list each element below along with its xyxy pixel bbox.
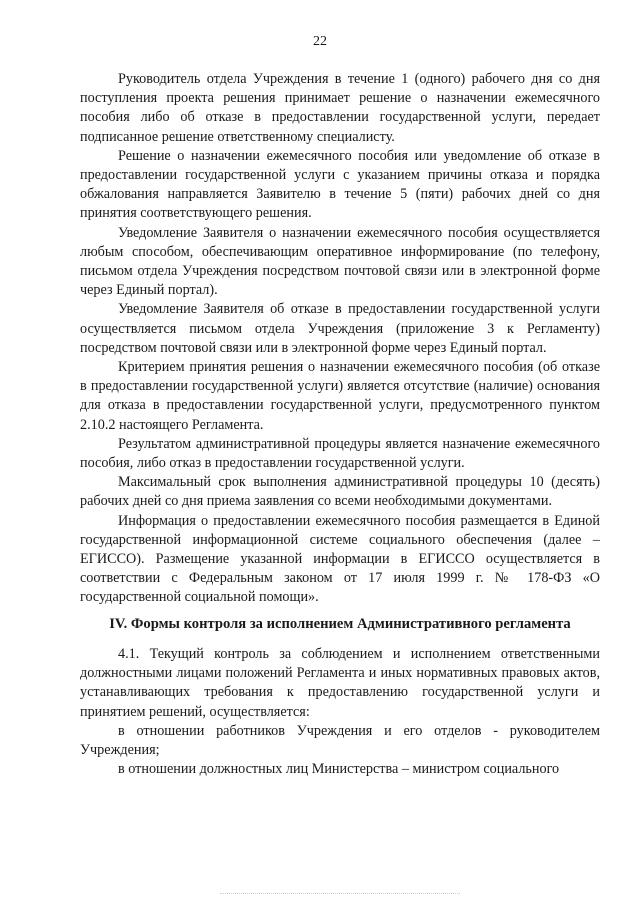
paragraph: Решение о назначении ежемесячного пособия или уведомление об отказе в предоставлении государственной услуги с указанием причины отказа и порядка обжалования направляется Заявителю в течение 5 (пяти) рабочих дней со дня принятия соответствующего решения. <box>80 147 600 222</box>
section-heading: IV. Формы контроля за исполнением Административного регламента <box>109 615 571 632</box>
paragraph: Уведомление Заявителя о назначении ежемесячного пособия осуществляется любым способом, обеспечивающим оперативное информирование (по телефону, письмом отдела Учреждения посредством почтовой связи или в электронной форме через Единый портал). <box>80 224 600 299</box>
paragraph: Информация о предоставлении ежемесячного пособия размещается в Единой государственной информационной системе социального обеспечения (далее – ЕГИССО). Размещение указанной информации в ЕГИССО осуществляется в соответствии с Федеральным законом от 17 июля 1999 г. № 178-ФЗ «О государственной социальной помощи». <box>80 512 600 606</box>
page-number: 22 <box>313 34 327 49</box>
paragraph: Уведомление Заявителя об отказе в предоставлении государственной услуги осуществляется письмом отдела Учреждения (приложение 3 к Регламенту) посредством почтовой связи или в электронной форме через Единый портал. <box>80 301 600 356</box>
paragraph: Руководитель отдела Учреждения в течение 1 (одного) рабочего дня со дня поступления проекта решения принимает решение о назначении ежемесячного пособия либо об отказе в предоставлении государственной услуги, передает подписанное решение ответственному специалисту. <box>80 71 600 145</box>
scan-artifact <box>220 893 460 897</box>
paragraph: 4.1. Текущий контроль за соблюдением и исполнением ответственными должностными лицами положений Регламента и иных нормативных правовых актов, устанавливающих требования к предоставлению государственной услуги и принятием решений, осуществляется: <box>80 645 600 720</box>
paragraph: Максимальный срок выполнения административной процедуры 10 (десять) рабочих дней со дня приема заявления со всеми необходимыми документами. <box>80 474 600 510</box>
paragraph: Критерием принятия решения о назначении ежемесячного пособия (об отказе в предоставлении государственной услуги) является отсутствие (наличие) основания для отказа в предоставлении государственной услуги, предусмотренного пунктом 2.10.2 настоящего Регламента. <box>80 359 600 433</box>
document-body <box>80 70 600 779</box>
paragraph: в отношении работников Учреждения и его отделов - руководителем Учреждения; <box>80 722 600 758</box>
paragraph: Результатом административной процедуры является назначение ежемесячного пособия, либо отказ в предоставлении государственной услуги. <box>80 435 600 472</box>
paragraph: в отношении должностных лиц Министерства – министром социального <box>118 761 560 778</box>
